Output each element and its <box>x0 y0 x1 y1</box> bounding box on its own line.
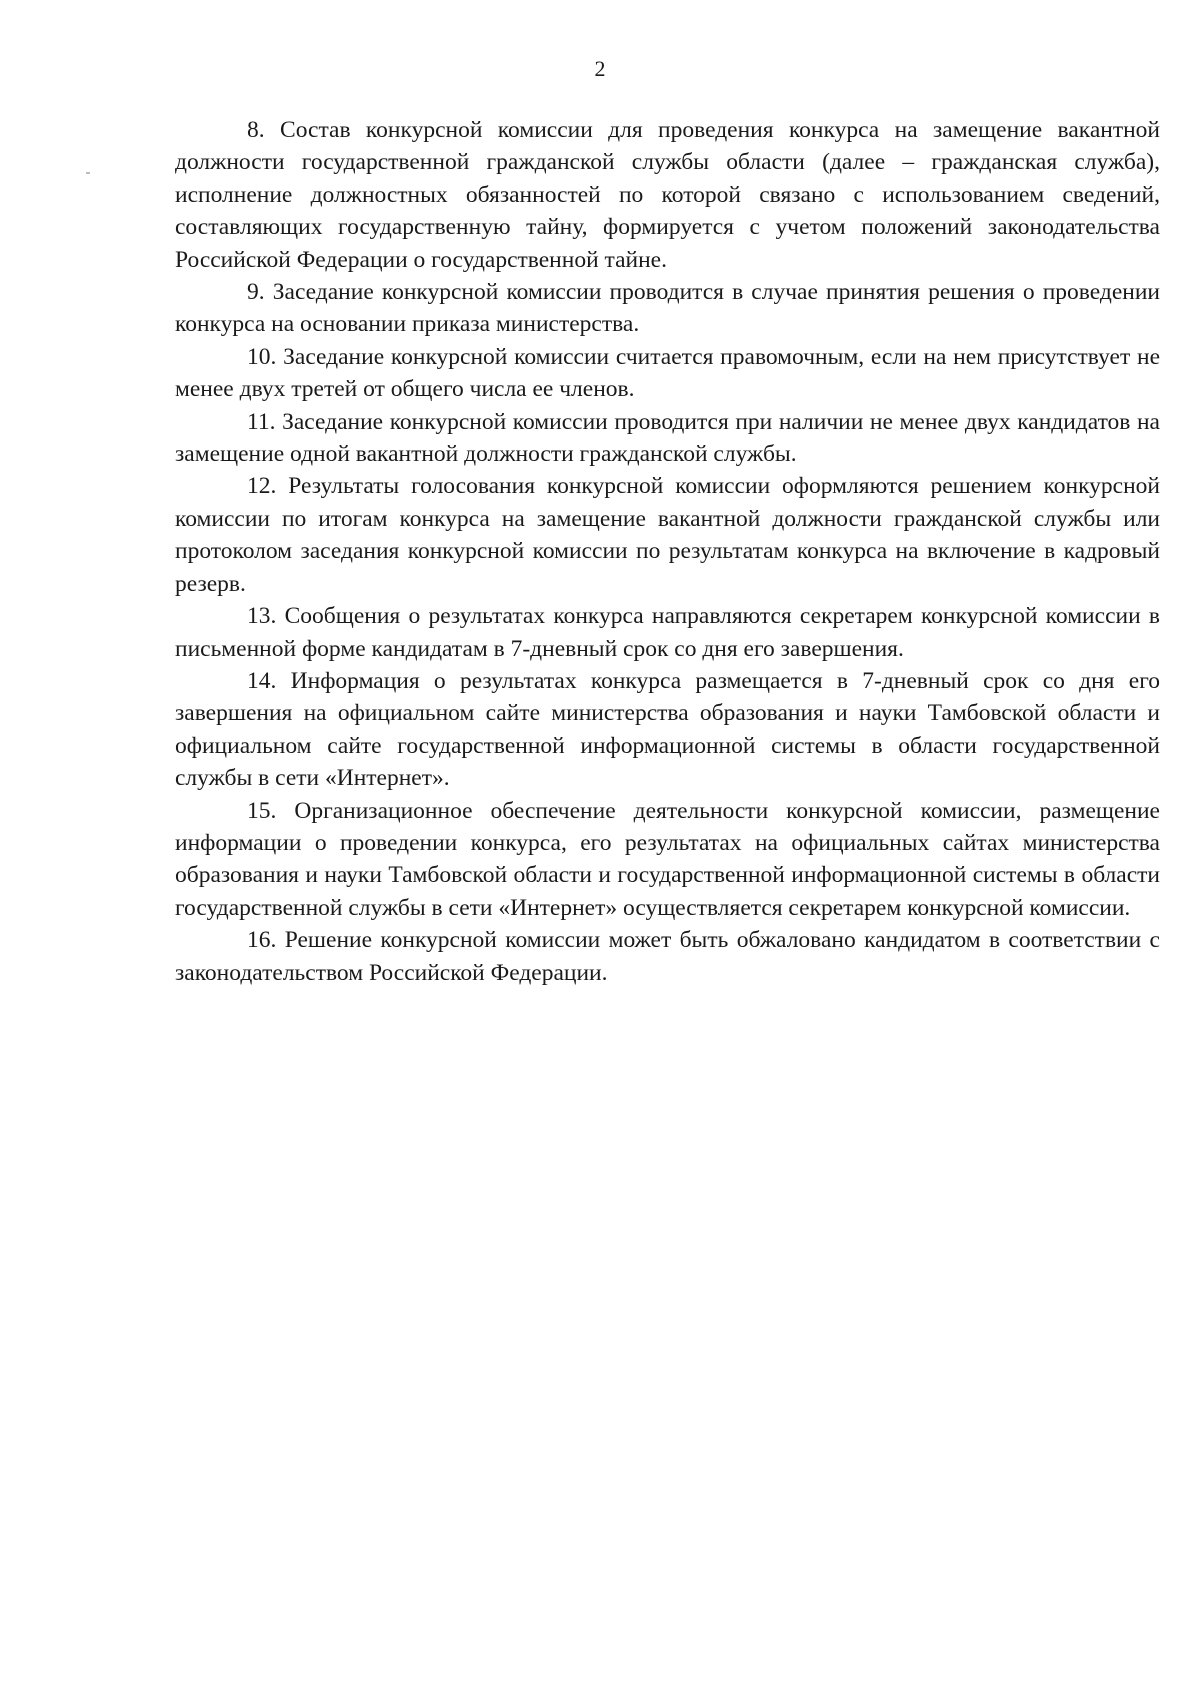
page-number: 2 <box>594 56 606 81</box>
paragraph-11: 11. Заседание конкурсной комиссии проводится при наличии не менее двух кандидатов на замещение одной вакантной должности гражданской службы. <box>175 408 1160 468</box>
paragraph-8: 8. Состав конкурсной комиссии для проведения конкурса на замещение вакантной должности государственной гражданской службы области (далее – гражданская служба), исполнение должностных обязанностей по которой связано с использованием сведений, составляющих государственную тайну, формируется с учетом положений законодательства Российской Федерации о государственной тайне. <box>175 117 1160 273</box>
paragraph-15: 15. Организационное обеспечение деятельности конкурсной комиссии, размещение информации о проведении конкурса, его результатах на официальных сайтах министерства образования и науки Тамбовской области и государственной информационной системы в области государственной службы в сети «Интернет» осуществляется секретарем конкурсной комиссии. <box>175 797 1160 921</box>
paragraph-16: 16. Решение конкурсной комиссии может быть обжаловано кандидатом в соответствии с законодательством Российской Федерации. <box>175 927 1160 986</box>
scan-speck <box>86 172 90 174</box>
document-body <box>175 114 1160 989</box>
paragraph-10: 10. Заседание конкурсной комиссии считается правомочным, если на нем присутствует не менее двух третей от общего числа ее членов. <box>175 343 1160 403</box>
paragraph-14: 14. Информация о результатах конкурса размещается в 7-дневный срок со дня его завершения на официальном сайте министерства образования и науки Тамбовской области и официальном сайте государственной информационной системы в области государственной службы в сети «Интернет». <box>175 667 1160 792</box>
paragraph-9: 9. Заседание конкурсной комиссии проводится в случае принятия решения о проведении конкурса на основании приказа министерства. <box>175 279 1160 338</box>
paragraph-12: 12. Результаты голосования конкурсной комиссии оформляются решением конкурсной комиссии по итогам конкурса на замещение вакантной должности гражданской службы или протоколом заседания конкурсной комиссии по результатам конкурса на включение в кадровый резерв. <box>175 473 1160 597</box>
paragraph-13: 13. Сообщения о результатах конкурса направляются секретарем конкурсной комиссии в письменной форме кандидатам в 7-дневный срок со дня его завершения. <box>175 603 1160 662</box>
